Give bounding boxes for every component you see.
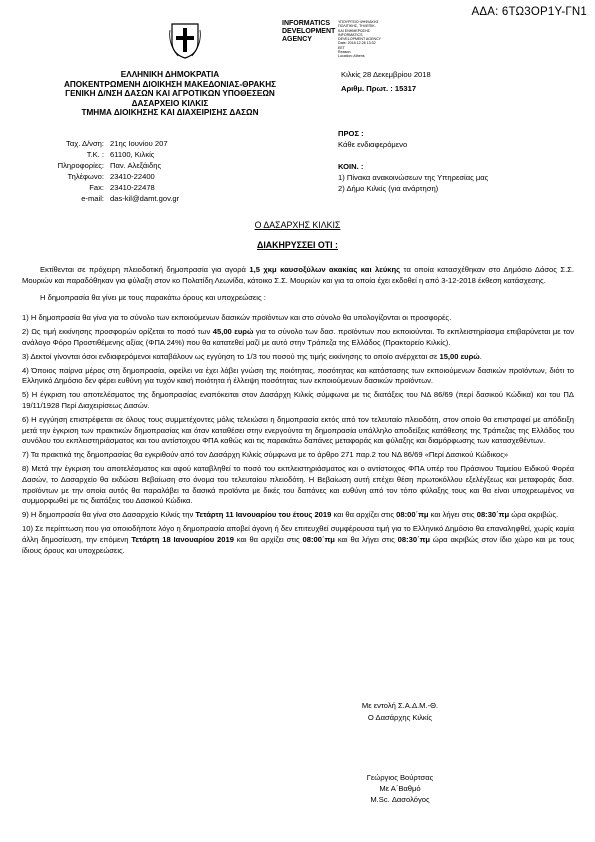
recipients-block: ΠΡΟΣ : Κάθε ενδιαφερόμενο ΚΟΙΝ. : 1) Πίνακα ανακοινώσεων της Υπηρεσίας μας 2) Δήμο Κιλκίς (για ανάρτηση) bbox=[338, 129, 489, 193]
heading-declares: ΔΙΑΚΗΡΥΣΣΕΙ ΟΤΙ : bbox=[257, 240, 338, 250]
organization-header: ΕΛΛΗΝΙΚΗ ΔΗΜΟΚΡΑΤΙΑ ΑΠΟΚΕΝΤΡΩΜΕΝΗ ΔΙΟΙΚΗΣΗ ΜΑΚΕΔΟΝΙΑΣ-ΘΡΑΚΗΣ ΓΕΝΙΚΗ Δ/ΝΣΗ ΔΑΣΩΝ ΚΑΙ ΑΓΡΟΤΙΚΩΝ ΥΠΟΘΕΣΕΩΝ ΔΑΣΑΡΧΕΙΟ ΚΙΛΚΙΣ ΤΜΗΜΑ ΔΙΟΙΚΗΣΗΣ ΚΑΙ ΔΙΑΧΕΙΡΙΣΗΣ ΔΑΣΩΝ bbox=[63, 70, 277, 118]
pros-label: ΠΡΟΣ : bbox=[338, 129, 364, 138]
greek-coat-of-arms-icon bbox=[168, 20, 202, 60]
email-link: das-kil@damt.gov.gr bbox=[110, 194, 180, 203]
protocol-label: Αριθμ. Πρωτ. : bbox=[341, 84, 393, 93]
document-meta bbox=[341, 68, 431, 96]
koin-label: ΚΟΙΝ. : bbox=[338, 162, 364, 171]
signature-stamp-details: ΥΠΟΥΡΓΕΙΟ ΨΗΦΙΑΚΗΣ ΠΟΛΙΤΙΚΗΣ, ΤΗΛΕΠΙΚ. ΚΑΙ ΕΝΗΜΕΡΩΣΗΣ INFORMATICS DEVELOPMENT AGENCY Date: 2018.12.28 13:32 EET Reason: Location: Athens bbox=[338, 20, 382, 59]
contact-block: Ταχ. Δ/νση: 21ης Ιουνίου 207 Τ.Κ. : 61100, Κιλκίς Πληροφορίες: Παν. Αλεξάιδης Τηλέφωνο: 23410-22400 Fax: 23410-22478 e-mail: das-kil@damt.gov.gr bbox=[57, 139, 180, 203]
document-date: Κιλκίς 28 Δεκεμβρίου 2018 bbox=[341, 70, 431, 79]
signature-stamp-title: INFORMATICS DEVELOPMENT AGENCY bbox=[282, 20, 336, 43]
heading-forester: Ο ΔΑΣΑΡΧΗΣ ΚΙΛΚΙΣ bbox=[254, 220, 341, 230]
signature-authority: Με εντολή Σ.Α.Δ.Μ.-Θ. Ο Δασάρχης Κιλκίς bbox=[361, 701, 439, 722]
document-body: Εκτίθενται σε πρόχειρη πλειοδοτική δημοπρασία για αγορά 1,5 χκμ καυσοξύλων ακακίας και λεύκης τα οποία κατασχέθηκαν στο Δημόσιο Δάσος Σ.Σ. Μουριών και παραδόθηκαν για φύλαξη στον κο Πολατίδη Λεωνίδα, κάτοικο Σ.Σ. Μουριών και για τα οποία έχει εκδοθεί η από 3-12-2018 έκθεση κατάσχεσης. Η δημοπρασία θα γίνει με τους παρακάτω όρους και υποχρεώσεις : 1) Η δημοπρασία θα γίνα για το σύνολο των εκποιούμενων δασικών προϊόντων και στο σύνολο θα υπολογίζονται οι προσφορές. 2) Ως τιμή εκκίνησης προσφορών ορίζεται το ποσό των 45,00 ευρώ για το σύνολο των δασ. προϊόντων που εκποιούνται. Το εκπλειστηρίασμα επιβαρύνεται με τον ανάλογο Φόρο Προστιθέμενης αξίας (ΦΠΑ 24%) που θα κατατεθεί μαζί με αυτό στην Τράπεζα της Ελλάδος (Πρακτορείο Κιλκίς). 3) Δεκτοί γίνονται όσοι ενδιαφερόμενοι καταβάλουν ως εγγύηση το 1/3 του ποσού της τιμής εκκίνησης το οποίο ανέρχεται σε 15,00 ευρώ. 4) Όποιος παίρνα μέρος στη δημοπρασία, οφείλει να έχει λάβει γνώση της ποιότητας, ποσότητας και κατάστασης των εκποιούμενων δασικών προϊόντων, διότι το Ελληνικό Δημόσιο δεν φέρει ευθύνη για τυχόν κακή ποιότητα ή έλλειψη ποσότητας των εκποιούμενων δασικών προϊόντων. 5) Η έγκριση του αποτελέσματος της δημοπρασίας εναπόκειται στον Δασάρχη Κιλκίς σύμφωνα με τις διατάξεις του ΝΔ 86/69 (περί δασικού Κώδικα) και του ΠΔ 19/11/1928 Περί Διαχειρίσεως Δασών. 6) Η εγγύηση επιστρέφεται σε όλους τους συμμετέχοντες μόλις τελειώσει η δημοπρασία εκτός από τον τελευταίο πλειοδότη, στον οποίο θα επιστραφεί με απόδειξη μετά την έγκριση των πρακτικών δημοπρασίας και όταν καταθέσει στην ενεργούντα τη δημοπρασία υπάλληλο αποδείξεις κατάθεσης της Τράπεζας της Ελλάδος του συνόλου του εκπλειστηριάσματος και του αντίστοιχου ΦΠΑ καθώς και τις παρακάτω δαπάνες μεταφοράς και φύλαξης και διαμόρφωσης των κατασχεθέντων. 7) Τα πρακτικά της δημοπρασίας θα εγκριθούν από τον Δασάρχη Κιλκίς σύμφωνα με το άρθρο 271 παρ.2 του ΝΔ 86/69 «Περί Δασικού Κώδικος» 8) Μετά την έγκριση του αποτελέσματος και αφού καταβληθεί το ποσό του εκπλειστηριάσματος και ο αντίστοιχος ΦΠΑ υπέρ του Πράσινου Ταμείου Ειδικού Φορέα Δασών, το Δασαρχείο θα εκδώσει Βεβαίωση στο όνομα του τελευταίου πλειοδότη. Η Βεβαίωση αυτή επέχει θέση πρωτοκόλλου εξελέγξεως και μεταφοράς δασ. προϊόντων με την οποία αυτός θα παραλάβει τα δασικά προϊόντα με δικές του δαπάνες και ευθύνη από τον τόπο φύλαξης τους και θα είναι υποχρεωμένος να συμμορφωθεί με τις διατάξεις του Δασικού Κώδικα. 9) Η δημοπρασία θα γίνα στο Δασαρχείο Κιλκίς την Τετάρτη 11 Ιανουαρίου του έτους 2019 και θα αρχίζει στις 08:00΄πμ και λήγει στις 08:30΄πμ ώρα ακριβώς. 10) Σε περίπτωση που για οποιοδήποτε λόγο η δημοπρασία αποβεί άγονη ή δεν επιτευχθεί συμφέρουσα τιμή για το Ελληνικό Δημόσιο θα επαναληφθεί, χωρίς καμία άλλη δημοσίευση, την επόμενη Τετάρτη 18 Ιανουαρίου 2019 και θα αρχίζει στις 08:00΄πμ και θα λήγει στις 08:30΄πμ ώρα ακριβώς στον ίδιο χώρο και με τους ίδιους όρους και υποχρεώσεις. bbox=[22, 265, 575, 555]
signatory-name-block: Γεώργιος Βούρτσας Με Α΄Βαθμό M.Sc. Δασολόγος bbox=[366, 773, 434, 804]
pros-value: Κάθε ενδιαφερόμενο bbox=[338, 140, 408, 149]
ada-code: ΑΔΑ: 6ΤΩ3ΟΡ1Υ-ΓΝ1 bbox=[471, 6, 587, 18]
protocol-number: 15317 bbox=[394, 84, 417, 93]
